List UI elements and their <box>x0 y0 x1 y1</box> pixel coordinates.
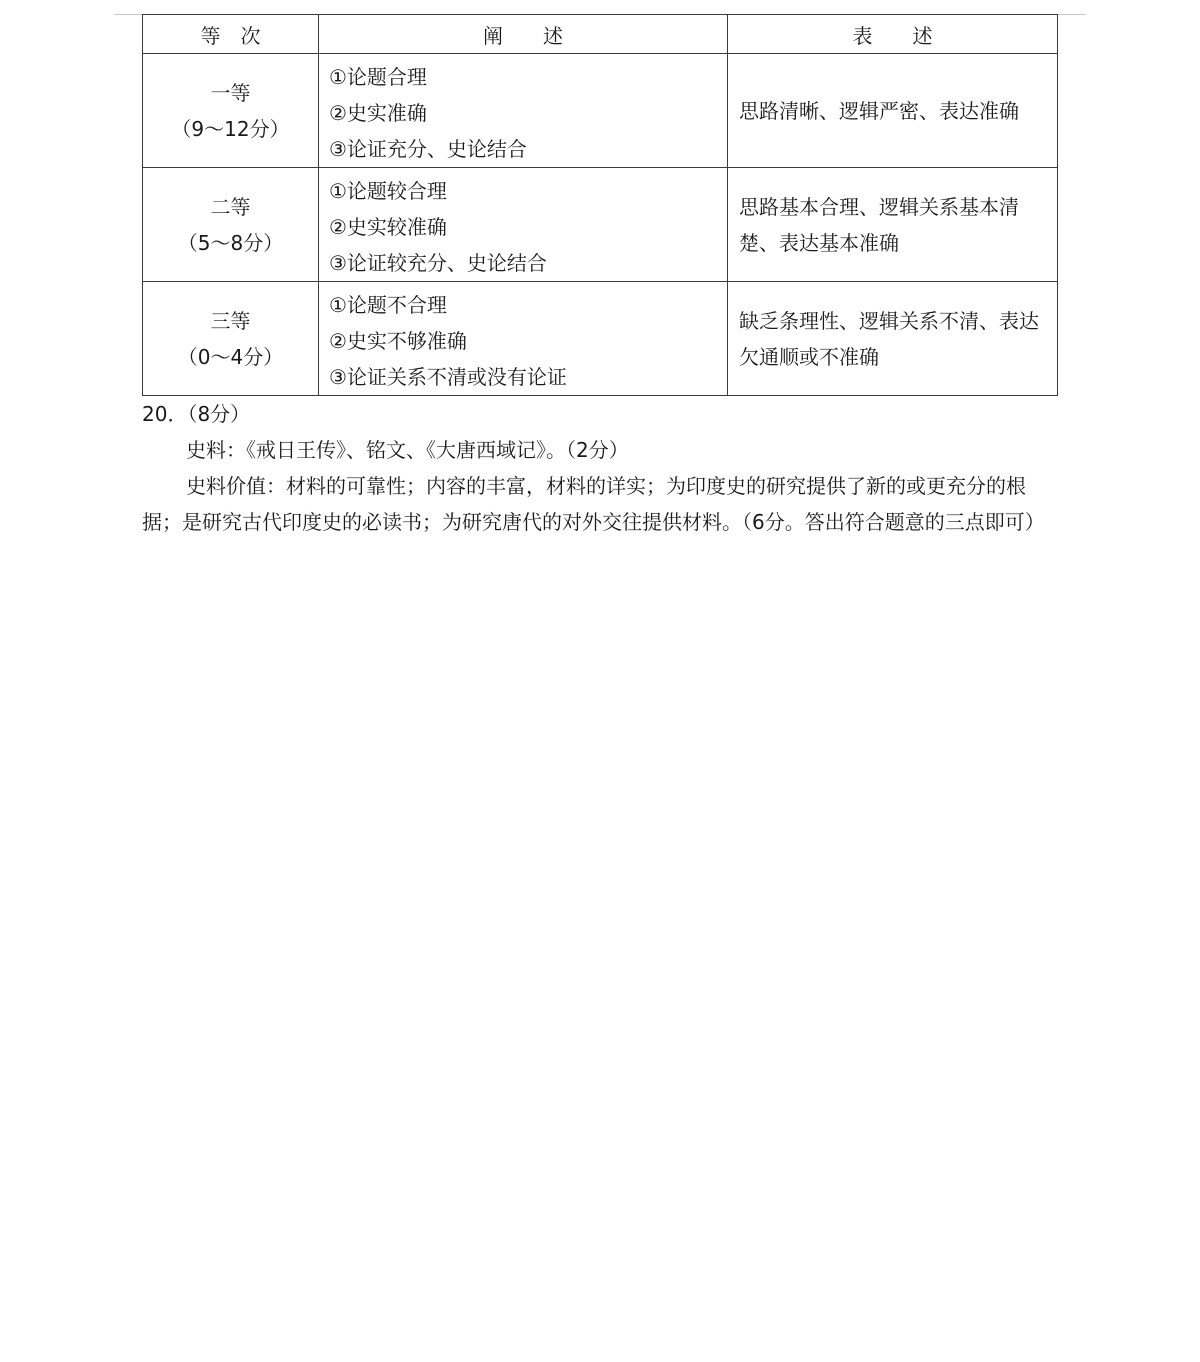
level-score: （9～12分） <box>171 116 290 141</box>
question-20-answer <box>142 396 1057 540</box>
criteria-item: ①论题较合理 <box>329 179 447 203</box>
header-expression: 表 述 <box>728 15 1058 54</box>
level-name: 三等 <box>210 308 251 333</box>
grading-rubric-table <box>142 14 1058 396</box>
criteria-item: ③论证较充分、史论结合 <box>329 251 547 275</box>
level-score: （5～8分） <box>177 230 284 255</box>
level-cell <box>143 168 319 282</box>
header-level: 等 次 <box>143 15 319 54</box>
expression-cell: 思路基本合理、逻辑关系基本清楚、表达基本准确 <box>728 168 1058 282</box>
criteria-item: ①论题不合理 <box>329 293 447 317</box>
table-row <box>143 282 1058 396</box>
criteria-cell <box>319 282 728 396</box>
question-heading: 20．（8分） <box>142 402 251 426</box>
level-cell <box>143 282 319 396</box>
table-row <box>143 54 1058 168</box>
table-row <box>143 168 1058 282</box>
level-score: （0～4分） <box>177 344 284 369</box>
criteria-item: ②史实较准确 <box>329 215 447 239</box>
level-name: 二等 <box>210 194 251 219</box>
answer-source-value: 史料价值：材料的可靠性；内容的丰富，材料的详实；为印度史的研究提供了新的或更充分的根据；是研究古代印度史的必读书；为研究唐代的对外交往提供材料。（6分。答出符合题意的三点即可） <box>142 474 1045 534</box>
level-name: 一等 <box>210 80 251 105</box>
criteria-cell <box>319 168 728 282</box>
criteria-item: ②史实准确 <box>329 101 427 125</box>
answer-sources: 史料：《戒日王传》、铭文、《大唐西域记》。（2分） <box>186 438 629 462</box>
criteria-item: ③论证关系不清或没有论证 <box>329 365 567 389</box>
criteria-cell <box>319 54 728 168</box>
header-criteria: 阐 述 <box>319 15 728 54</box>
criteria-item: ②史实不够准确 <box>329 329 467 353</box>
table-header-row <box>143 15 1058 54</box>
criteria-item: ①论题合理 <box>329 65 427 89</box>
level-cell <box>143 54 319 168</box>
expression-cell: 思路清晰、逻辑严密、表达准确 <box>728 54 1058 168</box>
criteria-item: ③论证充分、史论结合 <box>329 137 527 161</box>
expression-cell: 缺乏条理性、逻辑关系不清、表达欠通顺或不准确 <box>728 282 1058 396</box>
